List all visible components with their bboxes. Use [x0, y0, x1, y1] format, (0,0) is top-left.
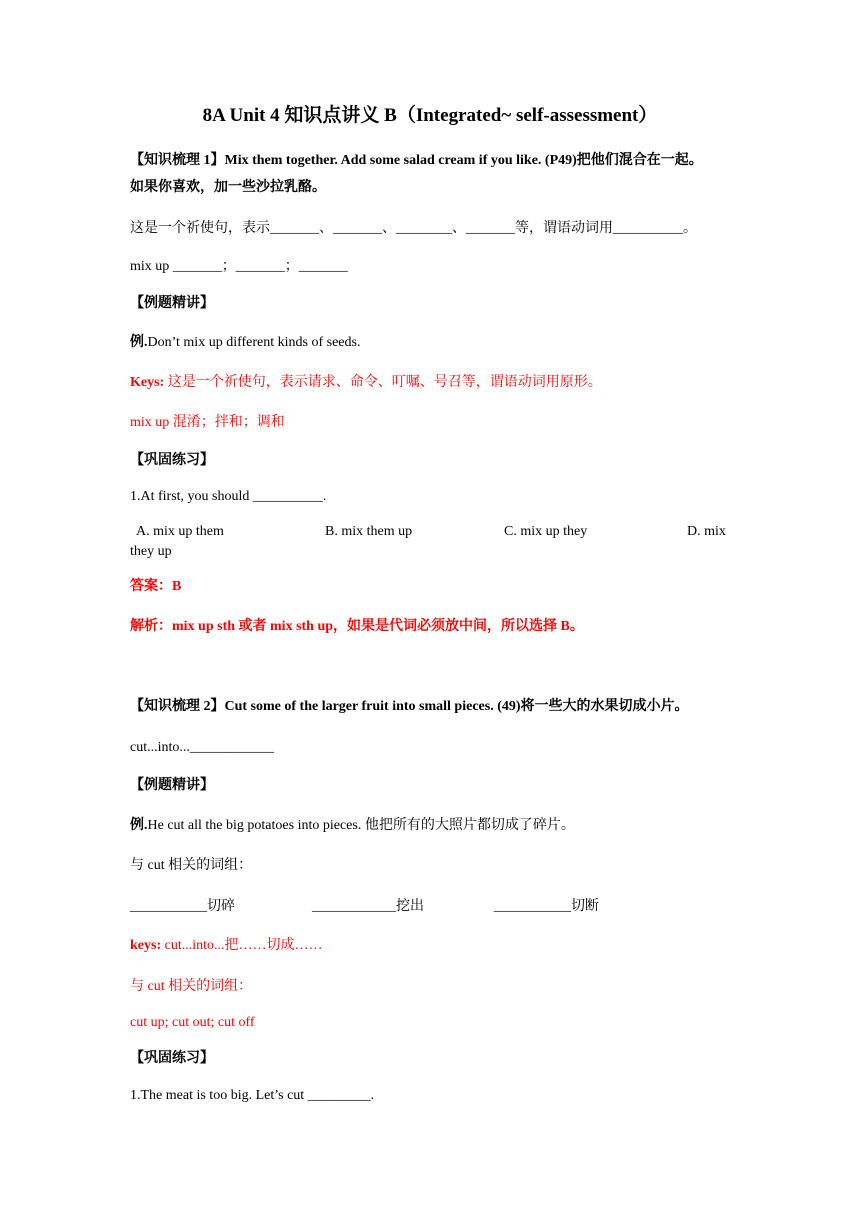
section2-keys — [130, 937, 740, 955]
section2-example-header: 【例题精讲】 — [130, 778, 214, 793]
option-c: C. mix up they — [504, 524, 588, 539]
keys-text: 这是一个祈使句，表示请求、命令、叮嘱、号召等，谓语动词用原形。 — [164, 375, 602, 390]
section1-mixup-line: mix up _______；_______；_______ — [130, 259, 348, 274]
section1-mixup-answer: mix up 混淆；拌和；调和 — [130, 415, 285, 430]
section2-blanks — [130, 898, 740, 916]
section1-keys — [130, 374, 740, 392]
blank-cut-out: ____________挖出 — [312, 899, 424, 914]
section2-example — [130, 817, 740, 835]
section1-analysis: 解析：mix up sth 或者 mix sth up，如果是代词必须放中间，所以选择 B。 — [130, 619, 584, 634]
section1-example — [130, 334, 740, 352]
section2-question: 1.The meat is too big. Let’s cut _________. — [130, 1088, 375, 1103]
section1-practice-header: 【巩固练习】 — [130, 453, 214, 468]
section1-answer: 答案：B — [130, 579, 182, 594]
example-prefix: 例. — [130, 335, 148, 350]
section1-example-header: 【例题精讲】 — [130, 296, 214, 311]
section2-related-red: 与 cut 相关的词组： — [130, 979, 253, 994]
keys-label: keys: — [130, 938, 162, 953]
section2-related: 与 cut 相关的词组： — [130, 858, 253, 873]
example-prefix: 例. — [130, 818, 148, 833]
section1-option-wrap: they up — [130, 544, 172, 559]
example-text: He cut all the big potatoes into pieces. 他把所有的大照片都切成了碎片。 — [147, 818, 575, 833]
section1-heading: 【知识梳理 1】Mix them together. Add some salad cream if you like. (P49)把他们混合在一起。 — [130, 153, 703, 168]
section1-fill-line: 这是一个祈使句，表示_______、_______、________、_______等，谓语动词用__________。 — [130, 221, 697, 236]
option-b: B. mix them up — [325, 524, 413, 539]
option-d: D. mix — [687, 524, 726, 539]
section2-practice-header: 【巩固练习】 — [130, 1051, 214, 1066]
section1-heading-cont: 如果你喜欢，加一些沙拉乳酪。 — [130, 180, 326, 195]
blank-cut-off: ___________切断 — [494, 899, 599, 914]
section2-phrases: cut up; cut out; cut off — [130, 1015, 255, 1030]
keys-label: Keys: — [130, 375, 165, 390]
example-text: Don’t mix up different kinds of seeds. — [147, 335, 361, 350]
page-title: 8A Unit 4 知识点讲义 B（Integrated~ self-assessment） — [202, 105, 658, 126]
section2-heading: 【知识梳理 2】Cut some of the larger fruit into small pieces. (49)将一些大的水果切成小片。 — [130, 699, 689, 714]
option-a: A. mix up them — [136, 524, 224, 539]
section1-question: 1.At first, you should __________. — [130, 489, 327, 504]
blank-cut-up: ___________切碎 — [130, 899, 235, 914]
section1-options — [130, 523, 740, 541]
keys-text: cut...into...把……切成…… — [161, 938, 323, 953]
section2-line: cut...into...____________ — [130, 740, 274, 755]
